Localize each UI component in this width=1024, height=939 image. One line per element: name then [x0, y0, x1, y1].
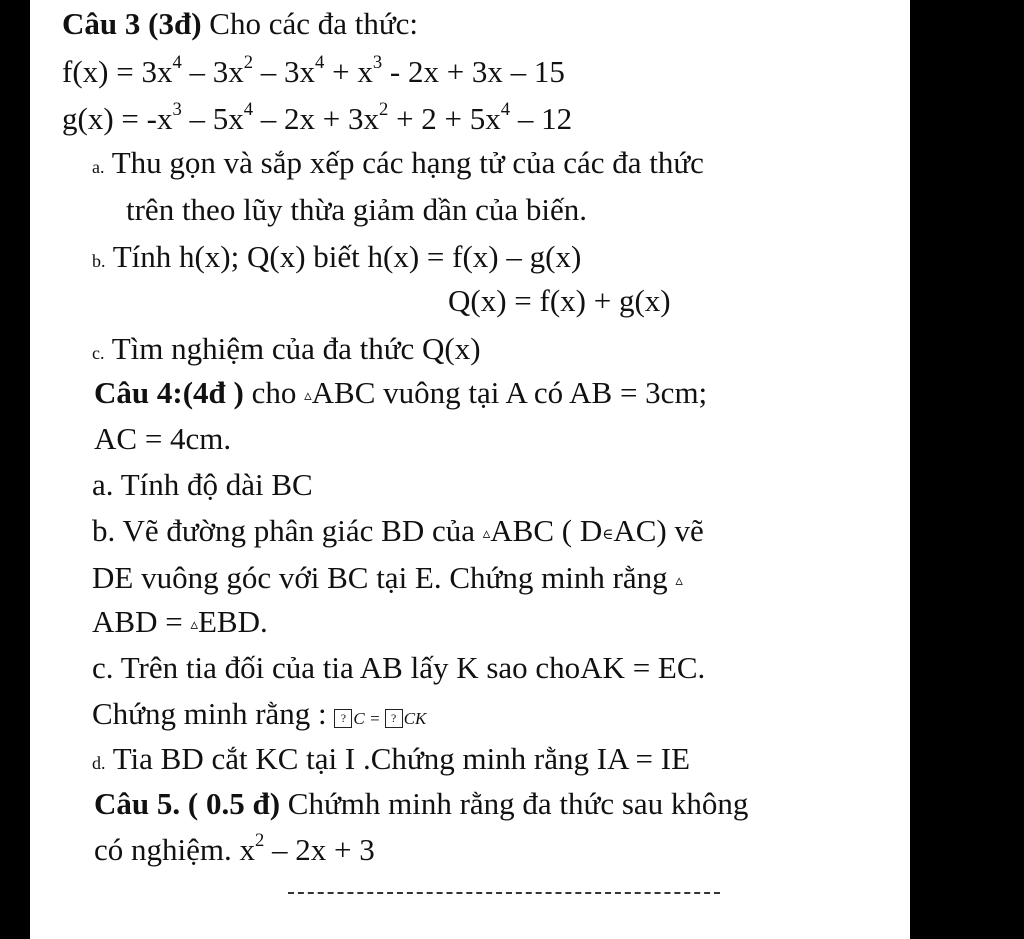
q4-part-b-cont: DE vuông góc với BC tại E. Chứng minh rằng ▵ — [92, 560, 683, 595]
element-of-symbol: ∈ — [602, 527, 614, 543]
q3-part-c: c. Tìm nghiệm của đa thức Q(x) — [92, 331, 481, 366]
q4-part-c-cont: Chứng minh rằng : ? C = ? CK — [92, 696, 427, 731]
triangle-symbol: ▵ — [304, 388, 312, 404]
q4-line2: AC = 4cm. — [94, 421, 232, 456]
missing-glyph-icon: ? — [334, 709, 352, 728]
missing-glyph-icon: ? — [385, 709, 403, 728]
q3-part-a: a. Thu gọn và sắp xếp các hạng tử của các đa thức — [92, 145, 704, 180]
q3-f-polynomial: $f(x) = 3x^4 - 3x^2 - 3x^4 + x^3 - 2x + 3x - 15$ — [62, 52, 565, 89]
q4-heading: Câu 4:(4đ ) cho ▵ABC vuông tại A có AB = 3cm; — [94, 375, 708, 410]
worksheet-page — [30, 0, 910, 939]
q3-g-polynomial: $g(x) = -x^3 - 5x^4 - 2x + 3x^2 + 2 + 5x^4 - 12$ — [62, 99, 573, 136]
q4-part-b: b. Vẽ đường phân giác BD của ▵ABC ( D∈AC) vẽ — [92, 513, 704, 548]
dashed-divider — [288, 892, 720, 894]
q4-part-d: d. Tia BD cắt KC tại I .Chứng minh rằng IA = IE — [92, 741, 691, 776]
q4-part-b-cont2: ABD = ▵EBD. — [92, 604, 268, 639]
triangle-symbol: ▵ — [190, 617, 198, 633]
q3-part-a-cont: trên theo lũy thừa giảm dần của biến. — [126, 192, 587, 227]
q4-label: Câu 4:(4đ ) — [94, 375, 244, 410]
q4-part-a: a. Tính độ dài BC — [92, 467, 313, 502]
q3-label: Câu 3 (3đ) — [62, 6, 202, 41]
q5-line2: có nghiệm. $x^2 - 2x + 3$ — [94, 830, 375, 867]
triangle-symbol: ▵ — [482, 526, 491, 542]
q3-heading: Câu 3 (3đ) Cho các đa thức: — [62, 6, 419, 41]
triangle-symbol: ▵ — [675, 573, 683, 589]
q3-part-b: b. Tính h(x); Q(x) biết h(x) = f(x) – g(x) — [92, 239, 582, 274]
q5-heading: Câu 5. ( 0.5 đ) Chứmh minh rằng đa thức sau không — [94, 786, 749, 821]
q4-part-c: c. Trên tia đối của tia AB lấy K sao choAK = EC. — [92, 650, 706, 685]
q5-label: Câu 5. ( 0.5 đ) — [94, 786, 281, 821]
q3-part-b-cont: Q(x) = f(x) + g(x) — [448, 283, 671, 318]
